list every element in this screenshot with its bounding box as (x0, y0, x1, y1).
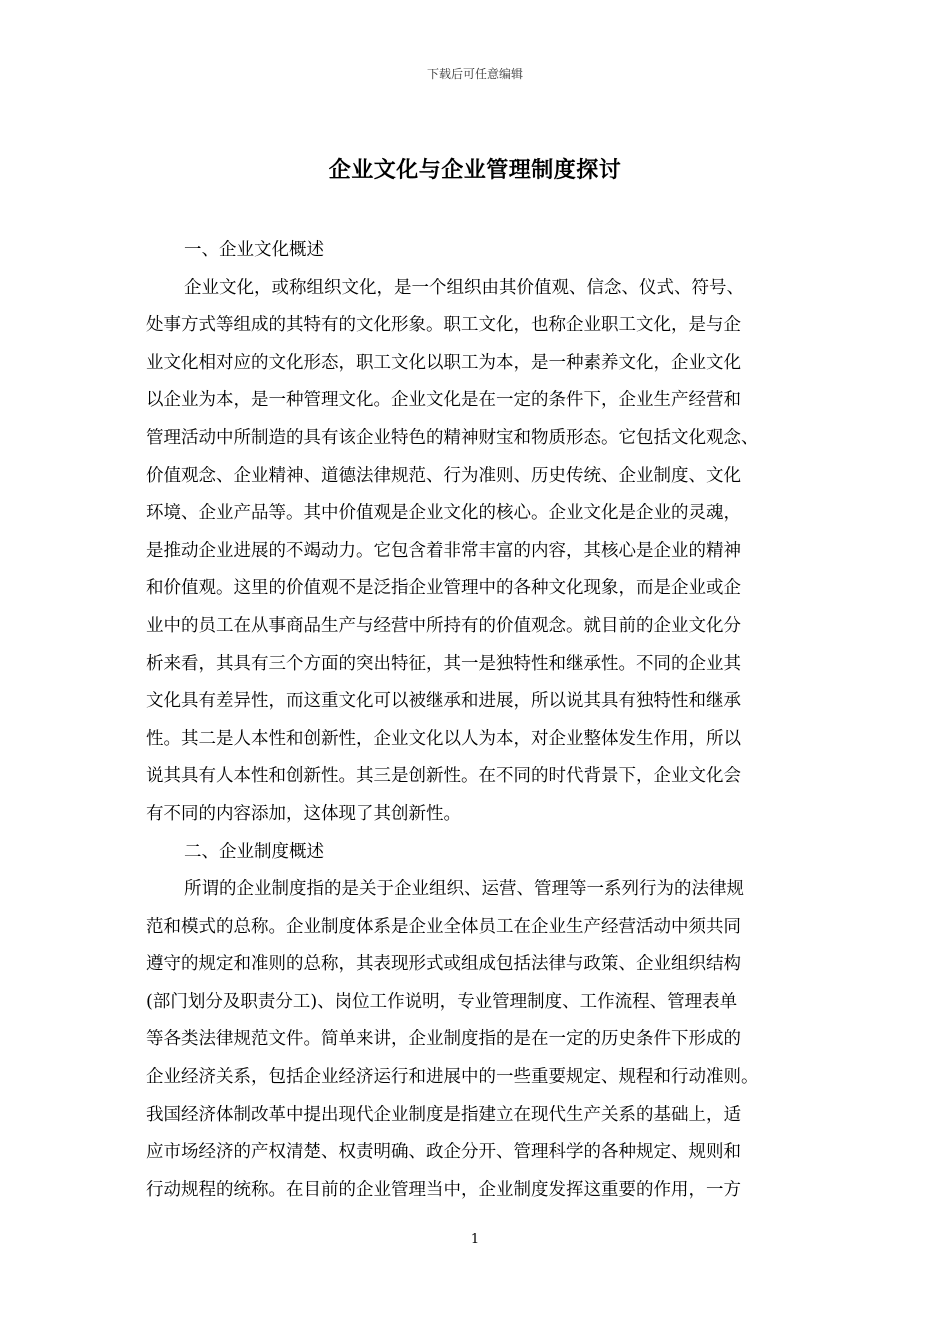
header-note: 下载后可任意编辑 (426, 67, 523, 81)
text-line: 环境、企业产品等。其中价值观是企业文化的核心。企业文化是企业的灵魂， (146, 503, 741, 524)
text-line: 文化具有差异性，而这重文化可以被继承和进展，所以说其具有独特性和继承 (146, 691, 741, 712)
page-number: 1 (470, 1232, 480, 1247)
text-line: 价值观念、企业精神、道德法律规范、行为准则、历史传统、企业制度、文化 (146, 465, 741, 486)
text-line: 是推动企业进展的不竭动力。它包含着非常丰富的内容，其核心是企业的精神 (146, 540, 741, 561)
text-line: 处事方式等组成的其特有的文化形象。职工文化，也称企业职工文化，是与企 (146, 315, 741, 336)
text-line: 析来看，其具有三个方面的突出特征，其一是独特性和继承性。不同的企业其 (146, 653, 741, 674)
text-line: 性。其二是人本性和创新性，企业文化以人为本，对企业整体发生作用，所以 (146, 728, 741, 749)
text-line: 所谓的企业制度指的是关于企业组织、运营、管理等一系列行为的法律规 (184, 879, 744, 900)
body-text (146, 232, 822, 1209)
text-line: 说其具有人本性和创新性。其三是创新性。在不同的时代背景下，企业文化会 (146, 766, 741, 787)
document-title: 企业文化与企业管理制度探讨 (328, 157, 622, 183)
text-line: 一、企业文化概述 (184, 240, 324, 260)
text-line: 等各类法律规范文件。简单来讲，企业制度指的是在一定的历史条件下形成的 (146, 1029, 741, 1050)
text-line: 二、企业制度概述 (184, 841, 324, 862)
text-line: 范和模式的总称。企业制度体系是企业全体员工在企业生产经营活动中须共同 (146, 916, 741, 937)
text-line: 业中的员工在从事商品生产与经营中所持有的价值观念。就目前的企业文化分 (146, 615, 741, 636)
text-line: (部门划分及职责分工)、岗位工作说明，专业管理制度、工作流程、管理表单 (146, 991, 738, 1012)
text-line: 遵守的规定和准则的总称，其表现形式或组成包括法律与政策、企业组织结构 (146, 954, 741, 975)
text-line: 管理活动中所制造的具有该企业特色的精神财宝和物质形态。它包括文化观念、 (146, 427, 759, 448)
text-line: 企业文化，或称组织文化，是一个组织由其价值观、信念、仪式、符号、 (184, 277, 744, 298)
text-line: 应市场经济的产权清楚、权责明确、政企分开、管理科学的各种规定、规则和 (146, 1142, 741, 1163)
text-line: 业文化相对应的文化形态，职工文化以职工为本，是一种素养文化，企业文化 (146, 352, 741, 373)
text-line: 和价值观。这里的价值观不是泛指企业管理中的各种文化现象，而是企业或企 (146, 578, 741, 599)
text-line: 有不同的内容添加，这体现了其创新性。 (146, 803, 461, 824)
text-line: 企业经济关系，包括企业经济运行和进展中的一些重要规定、规程和行动准则。 (146, 1067, 759, 1088)
text-line: 我国经济体制改革中提出现代企业制度是指建立在现代生产关系的基础上，适 (146, 1104, 741, 1125)
text-line: 以企业为本，是一种管理文化。企业文化是在一定的条件下，企业生产经营和 (146, 390, 741, 411)
text-line: 行动规程的统称。在目前的企业管理当中，企业制度发挥这重要的作用，一方 (146, 1179, 741, 1200)
